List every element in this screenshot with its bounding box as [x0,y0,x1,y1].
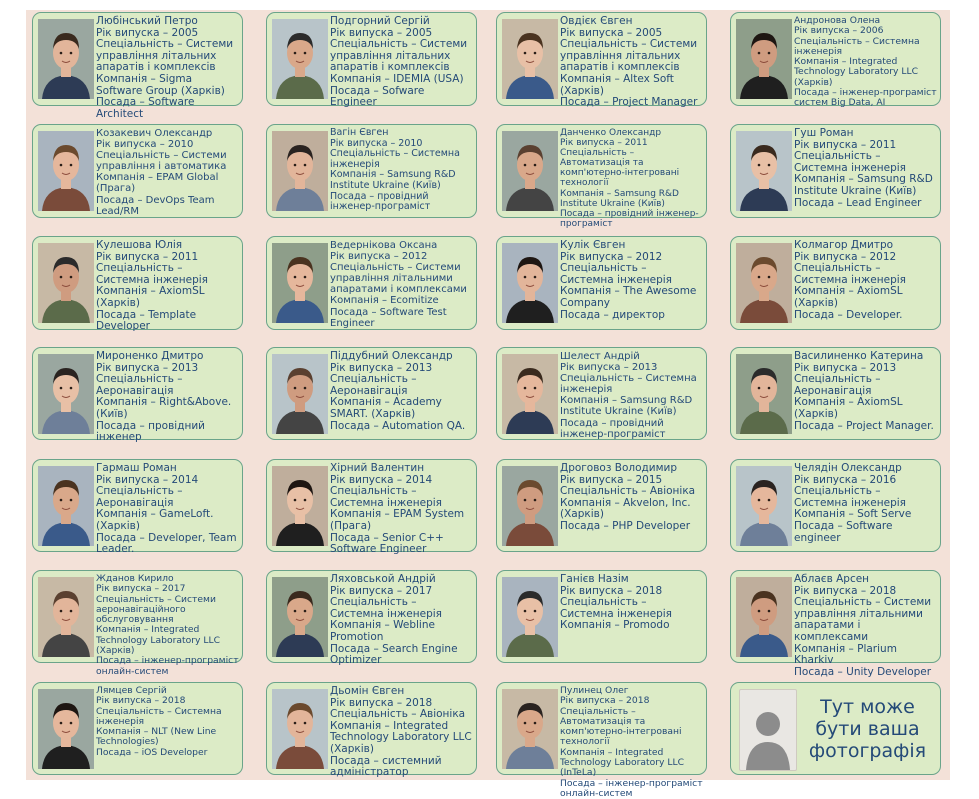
graduate-info [560,351,703,440]
graduate-detail-line: Компанія – Samsung R&D Institute Ukraine (Київ) [560,188,679,209]
graduate-detail-line: Посада – Senior C++ Software Engineer [330,531,444,556]
graduate-name: Кулешова Юлія [96,239,183,251]
graduate-detail-line: Компанія – Promodo [560,619,670,632]
graduate-photo [736,354,792,434]
graduate-detail-line: Спеціальність – Системна інженерія [794,485,906,509]
graduate-info [560,463,703,533]
graduate-photo [272,19,328,99]
graduate-card [730,12,941,109]
graduate-detail-line: Спеціальність – Авіоніка [560,485,696,498]
graduate-detail-line: Рік випуска – 2012 [794,250,897,263]
graduate-photo [272,354,328,434]
graduate-name: Ляховськой Андрій [330,573,436,585]
graduate-detail-line: Спеціальність – Системи управління літальними апаратами і комплексами [794,596,932,643]
graduate-card [730,347,941,440]
graduate-detail-line: Рік випуска – 2010 [330,137,423,149]
graduate-name: Василиненко Катерина [794,350,924,362]
graduate-detail-line: Посада – Automation QA. [330,419,466,432]
graduate-info [560,128,703,229]
graduate-detail-line: Спеціальність – Системна інженерія [330,596,442,620]
graduate-card [496,347,707,440]
graduate-detail-line: Посада – Project Manager [560,96,698,109]
graduate-name: Данченко Олександр [560,128,662,138]
graduate-name: Дроговоз Володимир [560,462,678,474]
graduate-detail-line: Рік випуска – 2014 [330,473,433,486]
graduate-photo [502,19,558,99]
graduate-detail-line: Рік випуска – 2011 [96,250,199,263]
graduate-detail-line: Компанія – GameLoft. (Харків) [96,508,214,532]
graduate-card [266,570,477,667]
graduate-detail-line: Компанія – Soft Serve [794,508,912,521]
graduate-name: Козакевич Олександр [96,128,213,139]
graduate-detail-line: Спеціальність – Системи управління літальних апаратів і комплексів [330,38,468,74]
graduate-name: Овдієк Євген [560,15,633,27]
graduate-detail-line: Рік випуска – 2005 [330,26,433,39]
graduate-detail-line: Спеціальність – Системи управління і автоматика [96,150,227,173]
graduate-photo [736,243,792,323]
graduate-info [96,686,239,758]
graduate-detail-line: Посада – Template Developer [96,308,197,333]
graduate-detail-line: Посада – інженер-програміст онлайн-систем [96,655,239,677]
graduate-name: Жданов Кирило [96,573,174,584]
graduate-info [330,686,473,779]
placeholder-text: Тут може бути ваша фотографія [808,695,927,762]
graduate-detail-line: Посада – провідний інженер-програміст [560,208,699,229]
graduate-detail-line: Рік випуска – 2011 [560,138,648,149]
graduate-detail-line: Посада – інженер-програміст систем Big Data, AI [794,87,937,109]
graduate-photo [736,131,792,211]
graduate-detail-line: Посада – Search Engine Optimizer [330,642,458,667]
graduate-card [32,682,243,775]
graduate-card [32,459,243,556]
graduate-info [96,240,239,333]
graduate-detail-line: Спеціальність – Аеронавігація [794,373,881,397]
graduate-detail-line: Спеціальність – Системна інженерія [96,705,222,727]
graduate-card [32,12,243,120]
graduate-detail-line: Компанія – Ecomitize [330,295,439,307]
graduate-info [96,351,239,444]
graduate-detail-line: Компанія – EPAM Global (Прага) [96,172,219,195]
graduate-photo [38,131,94,211]
graduate-detail-line: Посада – провідний інженер-програміст [560,417,666,440]
graduate-name: Хірний Валентин [330,462,425,474]
graduate-name: Гуш Роман [794,127,854,139]
graduate-name: Ведернікова Оксана [330,240,438,251]
graduate-name: Гармаш Роман [96,462,177,474]
graduate-detail-line: Спеціальність – Системна інженерія [794,150,906,174]
graduate-card [496,12,707,109]
graduate-detail-line: Посада – DevOps Team Lead/RM [96,194,215,217]
graduate-detail-line: Спеціальність – Системна інженерія [560,596,672,620]
graduate-detail-line: Компанія – AxiomSL (Харків) [96,285,205,309]
graduate-card [266,347,477,440]
graduate-detail-line: Компанія – AxiomSL (Харків) [794,285,903,309]
graduate-photo [38,689,94,769]
graduate-detail-line: Компанія – NLT (New Line Technologies) [96,726,217,748]
graduate-card [266,459,477,556]
graduate-card [730,570,941,678]
graduate-detail-line: Компанія – EPAM System (Прага) [330,508,465,532]
graduate-detail-line: Спеціальність – Системи управління літальних апаратів і комплексів [96,38,234,74]
graduate-card [496,570,707,663]
graduate-card [496,124,707,229]
graduate-info [96,574,239,677]
graduate-name: Кулік Євген [560,239,626,251]
graduate-detail-line: Посада – Software Test Engineer [330,306,447,329]
graduate-detail-line: Спеціальність – Системи аеронавігаційного обслуговування [96,593,216,626]
graduate-detail-line: Посада – Sofware Engineer [330,84,425,109]
graduate-photo [38,466,94,546]
graduate-detail-line: Компанія – Samsung R&D Institute Ukraine (Київ) [330,169,456,191]
graduate-detail-line: Спеціальність – Системна інженерія [794,262,906,286]
graduate-detail-line: Спеціальність – Аеронавігація [96,485,183,509]
graduate-card [730,124,941,218]
graduate-detail-line: Спеціальність – Автоматизація та комп'ютерно-інтегровані технології [560,148,680,189]
graduate-detail-line: Рік випуска – 2018 [330,696,433,709]
graduate-photo [736,19,792,99]
graduate-detail-line: Посада – провідний інженер [96,419,205,444]
graduate-card [496,459,707,552]
graduate-detail-line: Посада – Project Manager. [794,419,934,432]
graduate-detail-line: Спеціальність – Системи управління літальними апаратами і комплексами [330,262,467,296]
graduate-detail-line: Компанія – The Awesome Company [560,285,697,309]
graduate-detail-line: Спеціальність – Авіоніка [330,708,466,721]
graduate-info [794,351,937,432]
graduate-detail-line: Рік випуска – 2017 [96,583,186,595]
graduate-detail-line: Рік випуска – 2014 [96,473,199,486]
graduate-info [330,240,473,329]
graduate-photo [502,689,558,769]
graduate-info [794,128,937,209]
graduate-detail-line: Посада – директор [560,308,665,321]
graduate-info [96,16,239,120]
graduate-detail-line: Спеціальність – Системна інженерія [330,485,442,509]
graduate-detail-line: Посада – Unity Developer [794,665,932,678]
graduate-detail-line: Спеціальність – Системи управління літальних апаратів і комплексів [560,38,698,74]
graduate-info [330,574,473,667]
graduate-detail-line: Посада – інженер-програміст онлайн-систем [560,777,703,799]
avatar-placeholder-icon [739,689,797,771]
graduate-detail-line: Компанія – AxiomSL (Харків) [794,396,903,420]
graduate-info [330,16,473,109]
graduate-photo [38,243,94,323]
placeholder-card [730,682,941,775]
graduate-detail-line: Посада – Developer, Team Leader. [96,531,237,556]
graduate-name: Подгорний Сергій [330,15,430,27]
graduate-name: Пулинец Олег [560,685,629,696]
graduate-photo [502,466,558,546]
graduate-info [96,463,239,556]
graduate-info [330,351,473,432]
graduate-detail-line: Рік випуска – 2012 [330,251,428,263]
graduate-detail-line: Компанія – Academy SMART. (Харків) [330,396,442,420]
graduate-name: Аблаєв Арсен [794,573,870,585]
graduate-name: Андронова Олена [794,15,881,26]
graduate-detail-line: Рік випуска – 2006 [794,25,884,37]
graduate-detail-line: Посада – Software engineer [794,519,893,544]
graduate-info [794,463,937,544]
graduates-board [26,10,950,799]
graduate-detail-line: Посада – Lead Engineer [794,196,922,209]
graduate-detail-line: Спеціальність – Системна інженерія [794,35,920,57]
graduate-detail-line: Спеціальність – Аеронавігація [96,373,183,397]
graduate-photo [736,466,792,546]
graduate-detail-line: Спеціальність – Автоматизація та комп'ютерно-інтегровані технології [560,705,682,748]
graduate-detail-line: Посада – провідний інженер-програміст [330,190,431,213]
graduate-card [32,236,243,333]
graduate-detail-line: Спеціальність – Системна інженерія [330,148,460,170]
graduate-card [496,682,707,799]
graduate-photo [272,577,328,657]
graduate-detail-line: Компанія – Akvelon, Inc. (Харків) [560,496,691,521]
graduate-card [32,347,243,444]
graduate-name: Піддубний Олександр [330,350,453,362]
graduate-info [330,463,473,556]
graduate-photo [502,577,558,657]
graduate-info [560,574,703,632]
graduate-photo [502,131,558,211]
graduate-detail-line: Компанія – Samsung R&D Institute Ukraine (Київ) [794,173,933,197]
graduate-detail-line: Компанія – Integrated Technology Laboratory LLC (Харків) [96,624,221,657]
graduate-detail-line: Рік випуска – 2005 [560,26,663,39]
graduate-info [560,16,703,109]
graduate-card [730,236,941,330]
graduate-info [794,240,937,321]
graduate-photo [736,577,792,657]
graduate-photo [502,354,558,434]
graduate-detail-line: Рік випуска – 2012 [560,250,663,263]
graduate-detail-line: Компанія – IDEMIA (USA) [330,72,464,85]
graduate-detail-line: Рік випуска – 2013 [330,361,433,374]
graduate-detail-line: Рік випуска – 2017 [330,584,433,597]
graduate-detail-line: Рік випуска – 2018 [96,695,186,707]
graduate-card [730,459,941,552]
graduate-detail-line: Спеціальність – Аеронавігація [330,373,417,397]
graduate-detail-line: Спеціальність – Системна інженерія [96,262,208,286]
graduate-name: Мироненко Дмитро [96,350,204,362]
graduate-card [266,12,477,109]
graduate-detail-line: Компанія – Right&Above. (Київ) [96,396,232,420]
graduate-card [266,236,477,330]
graduate-photo [272,243,328,323]
graduate-detail-line: Рік випуска – 2018 [560,584,663,597]
graduate-detail-line: Компанія – Integrated Technology Laboratory LLC (InTeLa) [560,746,685,779]
graduate-detail-line: Посада – PHP Developer [560,519,691,532]
graduate-detail-line: Посада – Software Architect [96,96,195,120]
graduate-detail-line: Спеціальність – Системна інженерія [560,262,672,286]
graduate-photo [38,354,94,434]
graduate-detail-line: Рік випуска – 2018 [560,695,650,707]
graduate-name: Дьомін Євген [330,685,405,697]
graduate-photo [272,689,328,769]
graduate-detail-line: Посада – Developer. [794,308,903,321]
graduate-name: Челядін Олександр [794,462,902,474]
graduate-detail-line: Компанія – Integrated Technology Laboratory LLC (Харків) [794,56,919,88]
graduate-info [560,240,703,321]
graduate-info [794,574,937,678]
graduate-detail-line: Компанія – Plarium Kharkiv [794,642,897,667]
graduate-card [266,682,477,779]
graduate-detail-line: Рік випуска – 2015 [560,473,663,486]
graduate-detail-line: Рік випуска – 2013 [794,361,897,374]
graduate-detail-line: Компанія – Integrated Technology Laboratory LLC (Харків) [330,719,472,755]
graduate-detail-line: Рік випуска – 2018 [794,584,897,597]
graduate-detail-line: Компанія – Sigma Software Group (Харків) [96,72,225,97]
graduate-name: Лямцев Сергій [96,685,167,696]
graduate-name: Вагін Євген [330,127,389,138]
graduate-detail-line: Компанія – Altex Soft (Харків) [560,72,674,97]
graduate-detail-line: Рік випуска – 2005 [96,26,199,39]
graduate-photo [502,243,558,323]
graduate-card [32,570,243,677]
graduate-info [560,686,703,799]
graduate-name: Ганієв Назім [560,573,629,585]
graduate-photo [38,577,94,657]
graduate-info [794,16,937,109]
graduate-detail-line: Рік випуска – 2013 [96,361,199,374]
graduate-detail-line: Спеціальність – Системна інженерія [560,373,697,396]
graduate-info [330,128,473,213]
graduate-info [96,128,239,217]
graduate-detail-line: Посада – системний адміністратор [330,754,442,779]
graduate-name: Шелест Андрій [560,351,640,362]
graduate-name: Любінський Петро [96,15,198,27]
graduate-card [496,236,707,330]
graduate-name: Колмагор Дмитро [794,239,894,251]
graduate-detail-line: Компанія – Webline Promotion [330,619,435,643]
graduate-photo [38,19,94,99]
graduate-detail-line: Компанія – Samsung R&D Institute Ukraine (Київ) [560,395,693,418]
graduate-detail-line: Рік випуска – 2016 [794,473,897,486]
graduate-card [32,124,243,218]
graduate-card [266,124,477,218]
graduate-detail-line: Рік випуска – 2013 [560,362,658,374]
graduate-detail-line: Посада – iOS Developer [96,746,208,758]
graduate-detail-line: Рік випуска – 2011 [794,138,897,151]
graduate-detail-line: Рік випуска – 2010 [96,139,194,151]
graduate-photo [272,131,328,211]
graduate-photo [272,466,328,546]
